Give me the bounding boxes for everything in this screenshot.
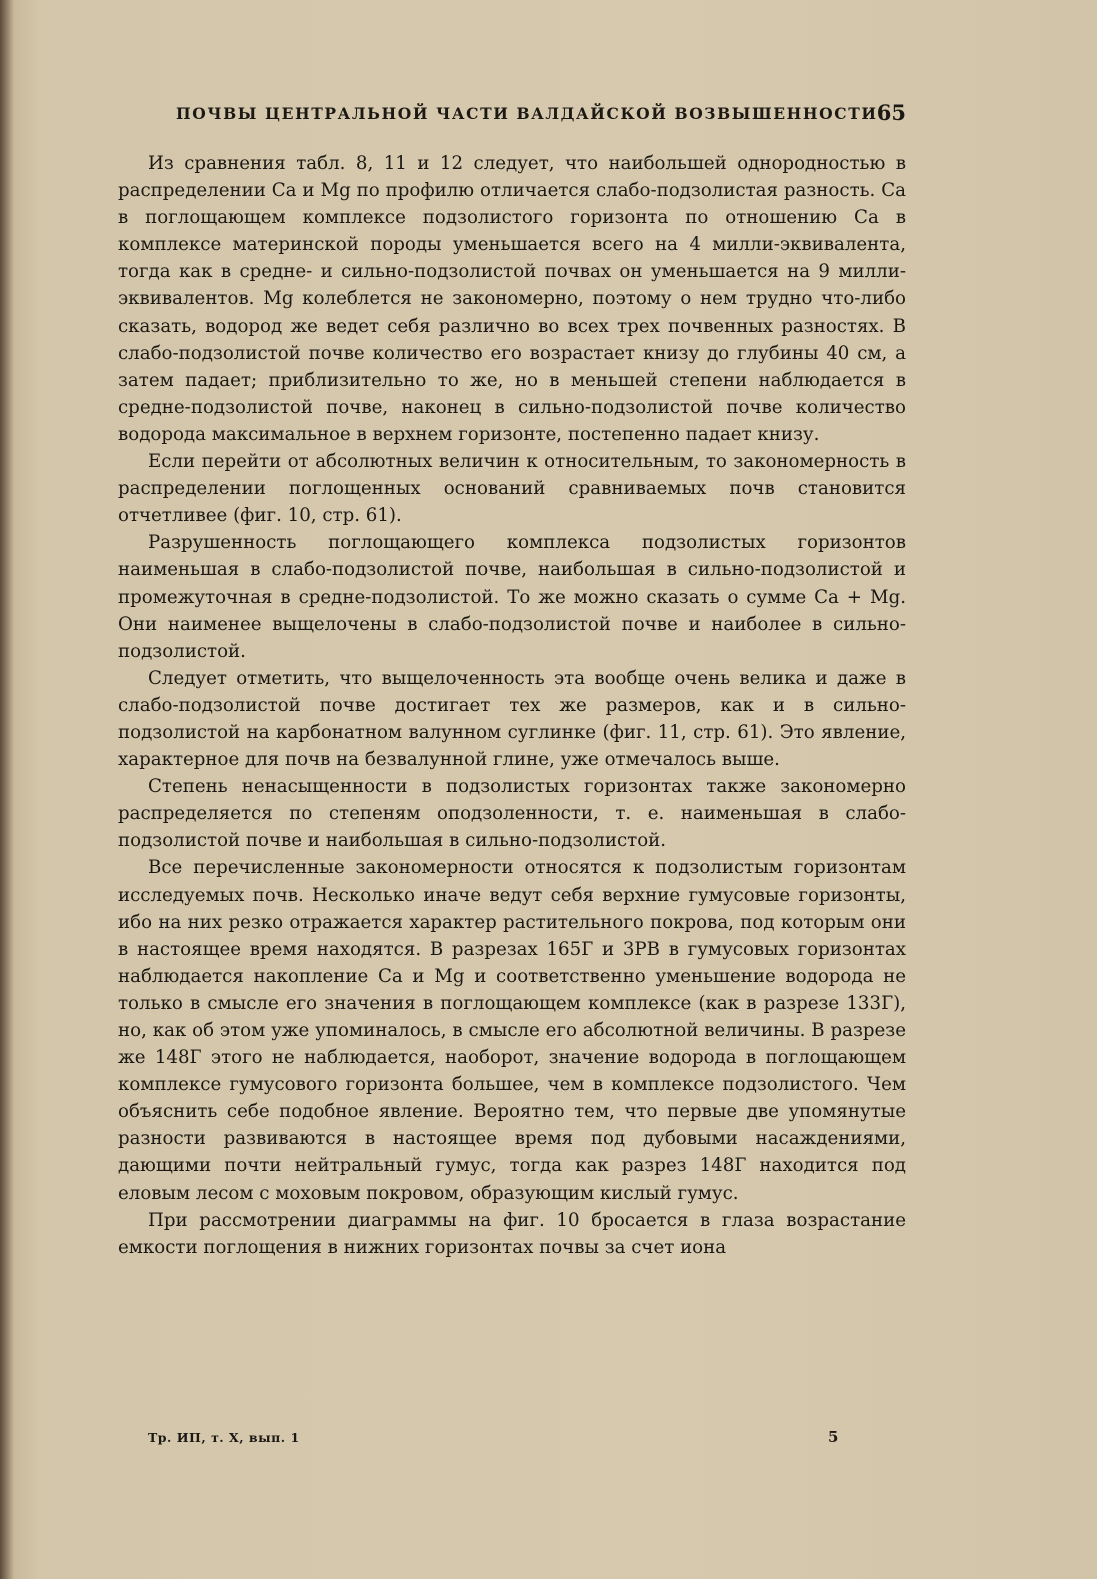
running-title: ПОЧВЫ ЦЕНТРАЛЬНОЙ ЧАСТИ ВАЛДАЙСКОЙ ВОЗВЫШЕННОСТИ	[176, 104, 878, 123]
paragraph: При рассмотрении диаграммы на фиг. 10 бросается в глаза возрастание емкости поглощения в нижних горизонтах почвы за счет иона	[118, 1209, 906, 1258]
paragraph: Степень ненасыщенности в подзолистых горизонтах также закономерно распределяется по степеням оподзоленности, т. е. наименьшая в слабо-подзолистой почве и наибольшая в сильно-подзолистой.	[118, 776, 906, 852]
page-number: 65	[876, 100, 906, 125]
page-footer	[148, 1430, 848, 1454]
paragraph: Если перейти от абсолютных величин к относительным, то закономерность в распределении поглощенных оснований сравниваемых почв становится отчетливее (фиг. 10, стр. 61).	[118, 451, 906, 527]
paragraph: Следует отметить, что выщелоченность эта вообще очень велика и даже в слабо-подзолистой почве достигает тех же размеров, как и в сильно-подзолистой на карбонатном валунном суглинке (фиг. 11, стр. 61). Это явление, характерное для почв на безвалунной глине, уже отмечалось выше.	[118, 667, 906, 771]
paragraph: Из сравнения табл. 8, 11 и 12 следует, что наибольшей однородностью в распределении Са и Mg по профилю отличается слабо-подзолистая разность. Са в поглощающем комплексе подзолистого горизонта по отношению Са в комплексе материнской породы уменьшается всего на 4 милли-эквивалента, тогда как в средне- и сильно-подзолистой почвах он уменьшается на 9 милли-эквивалентов. Mg колеблется не закономерно, поэтому о нем трудно что-либо сказать, водород же ведет себя различно во всех трех почвенных разностях. В слабо-подзолистой почве количество его возрастает книзу до глубины 40 см, а затем падает; приблизительно то же, но в меньшей степени наблюдается в средне-подзолистой почве, наконец в сильно-подзолистой почве количество водорода максимальное в верхнем горизонте, постепенно падает книзу.	[118, 153, 906, 445]
footer-signature: Тр. ИП, т. X, вып. 1	[148, 1430, 300, 1445]
paragraph: Разрушенность поглощающего комплекса подзолистых горизонтов наименьшая в слабо-подзолистой почве, наибольшая в сильно-подзолистой и промежуточная в средне-подзолистой. То же можно сказать о сумме Са + Mg. Они наименее выщелочены в слабо-подзолистой почве и наиболее в сильно-подзолистой.	[118, 532, 906, 662]
paragraph: Все перечисленные закономерности относятся к подзолистым горизонтам исследуемых почв. Несколько иначе ведут себя верхние гумусовые горизонты, ибо на них резко отражается характер растительного покрова, под которым они в настоящее время находятся. В разрезах 165Г и 3РВ в гумусовых горизонтах наблюдается накопление Са и Mg и соответственно уменьшение водорода не только в смысле его значения в поглощающем комплексе (как в разрезе 133Г), но, как об этом уже упоминалось, в смысле его абсолютной величины. В разрезе же 148Г этого не наблюдается, наоборот, значение водорода в поглощающем комплексе гумусового горизонта большее, чем в комплексе подзолистого. Чем объяснить себе подобное явление. Вероятно тем, что первые две упомянутые разности развиваются в настоящее время под дубовыми насаждениями, дающими почти нейтральный гумус, тогда как разрез 148Г находится под еловым лесом с моховым покровом, образующим кислый гумус.	[118, 857, 906, 1204]
body-text	[118, 150, 906, 1261]
page-header	[176, 100, 906, 128]
sheet-number: 5	[828, 1428, 839, 1446]
